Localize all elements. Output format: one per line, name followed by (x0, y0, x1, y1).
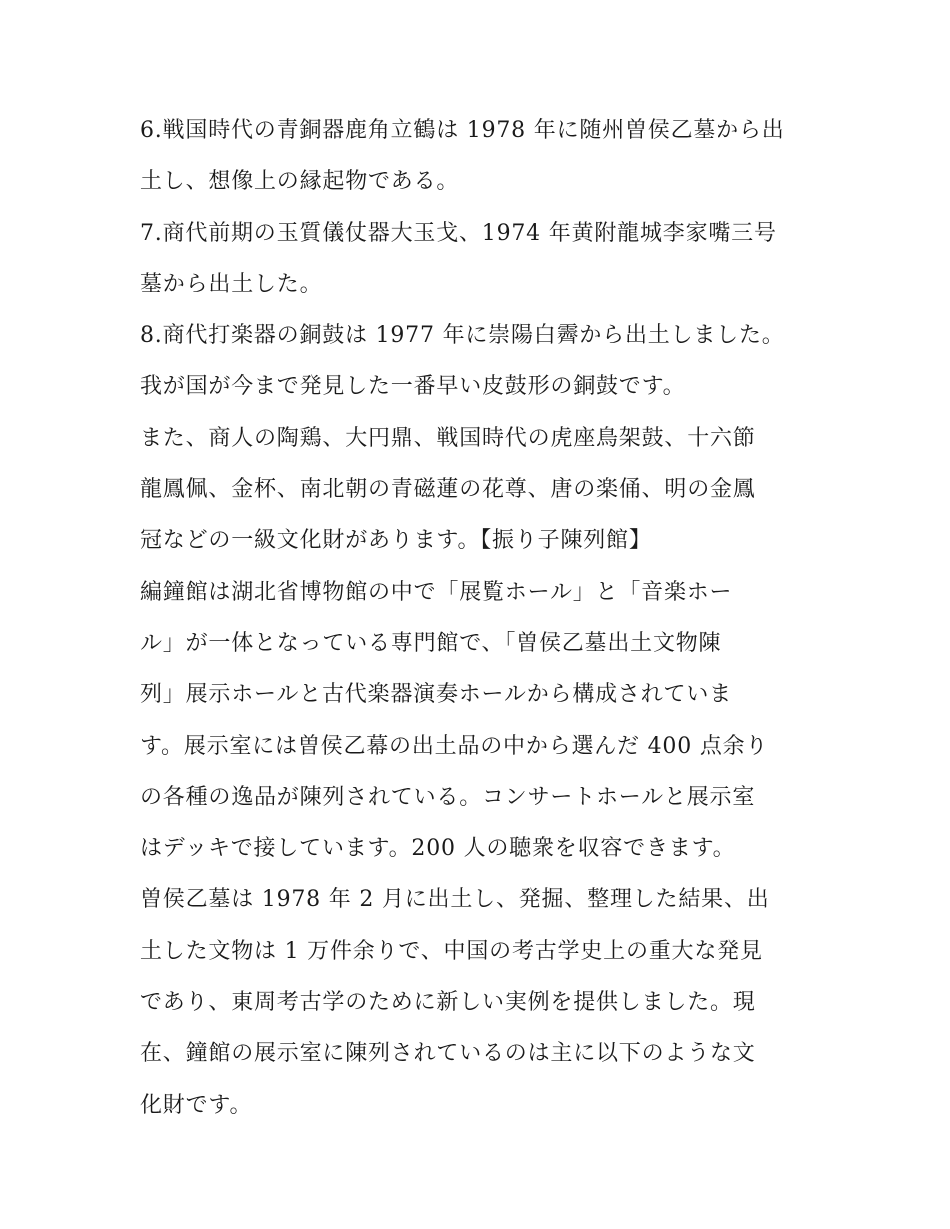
text-line: ル」が一体となっている専門館で、「曽侯乙墓出土文物陳 (140, 630, 722, 656)
text-line: の各種の逸品が陳列されている。コンサートホールと展示室 (140, 784, 756, 810)
text-line: 龍鳳佩、金杯、南北朝の青磁蓮の花尊、唐の楽俑、明の金鳳 (140, 477, 756, 503)
text-line: 6.戦国時代の青銅器鹿角立鶴は 1978 年に随州曽侯乙墓から出 (140, 118, 785, 143)
text-line: 曽侯乙墓は 1978 年 2 月に出土し、発掘、整理した結果、出 (140, 887, 770, 913)
text-line: 土した文物は 1 万件余りで、中国の考古学史上の重大な発見 (140, 938, 763, 964)
text-line: 列」展示ホールと古代楽器演奏ホールから構成されていま (140, 682, 732, 708)
body-text (140, 112, 820, 1138)
text-line: 冠などの一級文化財があります。【振り子陳列館】 (140, 528, 652, 554)
text-line: 8.商代打楽器の銅鼓は 1977 年に崇陽白霽から出土しました。 (140, 323, 785, 349)
text-line: 編鐘館は湖北省博物館の中で「展覧ホール」と「音楽ホー (140, 579, 733, 605)
text-line: 化財です。 (140, 1092, 253, 1118)
text-line: はデッキで接しています。200 人の聴衆を収容できます。 (140, 836, 736, 862)
text-line: であり、東周考古学のために新しい実例を提供しました。現 (140, 990, 756, 1016)
text-line: 土し、想像上の縁起物である。 (140, 169, 460, 195)
text-line: 我が国が今まで発見した一番早い皮鼓形の銅鼓です。 (140, 374, 686, 400)
text-line: 墓から出土した。 (140, 271, 323, 297)
text-line: また、商人の陶鶏、大円鼎、戦国時代の虎座鳥架鼓、十六節 (140, 425, 756, 451)
text-line: 在、鐘館の展示室に陳列されているのは主に以下のような文 (140, 1041, 756, 1067)
text-line: 7.商代前期の玉質儀仗器大玉戈、1974 年黄附龍城李家嘴三号 (140, 220, 777, 246)
text-line: す。展示室には曽侯乙幕の出土品の中から選んだ 400 点余り (140, 733, 769, 759)
